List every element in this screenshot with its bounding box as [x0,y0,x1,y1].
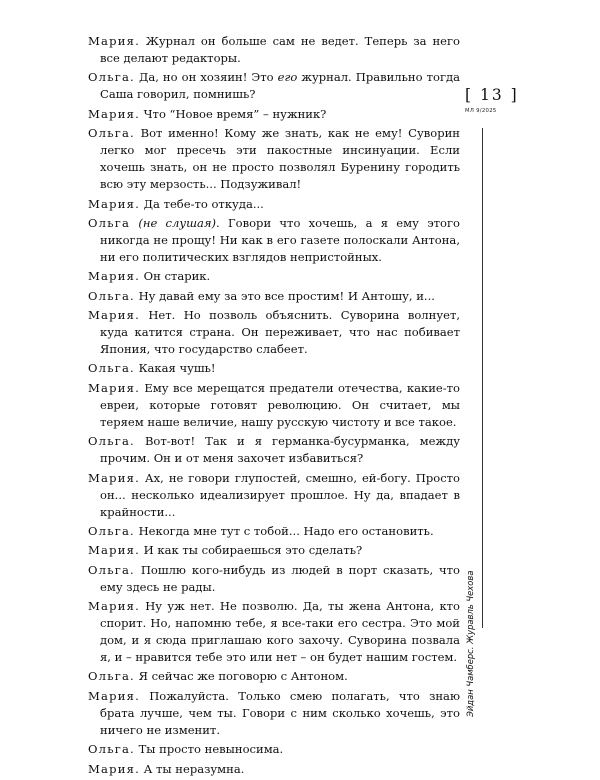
speaker-name: Мария. [88,106,140,121]
line-text: Ах, не говори глупостей, смешно, ей-богу. Просто он... несколько идеализирует прошлое. Ну да, впадает в крайности... [100,470,460,519]
running-head: Эйдан Чамберс. Журавль Чехова [465,570,475,717]
speaker-name: Ольга. [88,669,135,684]
dialogue-line [88,668,460,685]
line-text: Ну уж нет. Не позволю. Да, ты жена Антона, кто спорит. Но, напомню тебе, я все-таки его сестра. Это мой дом, и я сюда приглашаю кого захочу. Суворина позвала я, и – нравится тебе это или нет – он будет нашим гостем. [100,598,461,665]
line-text: Журнал он больше сам не ведет. Теперь за него все делают редакторы. [100,34,460,66]
stage-direction: (не слушая) [138,215,217,230]
dialogue-line [88,380,460,431]
dialogue-line [88,542,460,559]
dialogue-line [88,33,460,67]
speaker-name: Ольга. [88,742,135,757]
line-text: Пожалуйста. Только смею полагать, что знаю брата лучше, чем ты. Говори с ним сколько хочешь, это ничего не изменит. [100,688,460,737]
speaker-name: Ольга. [88,523,135,538]
line-text: . Говори что хочешь, а я ему этого никогда не прощу! Ни как в его газете полоскали Антона, ни его политических взглядов непристойных. [100,215,461,265]
dialogue-line [88,761,460,778]
dialogue-line [88,288,460,305]
dialogue-line [88,360,460,377]
speaker-name: Мария. [88,543,140,558]
line-text: Я сейчас же поговорю с Антоном. [138,669,348,684]
dialogue-line [88,215,460,266]
line-text: Нет. Но позволь объяснить. Суворина волнует, куда катится страна. Он переживает, что нас побивает Япония, что государство слабеет. [100,307,461,357]
dialogue-line [88,69,460,103]
speaker-name: Ольга. [88,126,135,141]
line-text: Пошлю кого-нибудь из людей в порт сказать, что ему здесь не рады. [100,562,460,594]
speaker-name: Мария. [88,598,140,613]
line-text: Он старик. [143,269,211,284]
speaker-name: Ольга. [88,434,135,449]
line-text: Вот именно! Кому же знать, как не ему! Суворин легко мог пресечь эти пакостные инсинуации. Если хочешь знать, он не просто позволял Буренину городить всю эту мерзость... Подзуживал! [100,126,460,192]
line-text: Какая чушь! [138,361,216,376]
dialogue-line [88,268,460,285]
line-text: Некогда мне тут с тобой... Надо его остановить. [138,523,434,538]
dialogue-line [88,688,460,739]
line-text: Что “Новое время” – нужник? [143,106,327,121]
emphasis-text: его [277,70,298,85]
speaker-name: Мария. [88,761,140,776]
speaker-name: Мария. [88,196,140,211]
dialogue-line [88,470,460,521]
speaker-name: Мария. [88,269,140,284]
line-text: Да тебе-то откуда... [143,196,264,211]
vertical-rule [482,128,483,628]
line-text: Да, но он хозяин! Это [138,70,278,85]
speaker-name: Ольга [88,215,131,230]
dialogue-line [88,307,460,358]
line-text: Ему все мерещатся предатели отечества, какие-то евреи, которые готовят революцию. Он считает, мы теряем наше величие, нашу русскую чистоту и все такое. [100,380,460,429]
speaker-name: Ольга. [88,70,135,85]
dialogue-line [88,523,460,540]
speaker-name: Ольга. [88,361,135,376]
page-number: [ 13 ] [465,86,519,104]
speaker-name: Ольга. [88,288,135,303]
line-text: А ты неразумна. [143,761,245,776]
line-text: Ну давай ему за это все простим! И Антошу, и... [138,288,435,303]
dialogue-line [88,196,460,213]
issue-label: МЛ 9/2025 [465,108,497,114]
speaker-name: Ольга. [88,562,135,577]
speaker-name: Мария. [88,380,140,395]
speaker-name: Мария. [88,688,140,703]
dialogue-line [88,106,460,123]
dialogue-line [88,433,460,467]
line-text: Вот-вот! Так и я германка-бусурманка, между прочим. Он и от меня захочет избавиться? [100,434,460,466]
line-text: журнал. Правильно тогда Саша говорил, помнишь? [100,70,460,102]
speaker-name: Мария. [88,307,140,322]
line-text: И как ты собираешься это сделать? [143,543,363,558]
dialogue-line [88,125,460,193]
dialogue-line [88,562,460,596]
speaker-name: Мария. [88,34,140,48]
speaker-name: Мария. [88,470,140,485]
dialogue-line [88,598,460,666]
dialogue-column [88,33,460,780]
line-text: Ты просто невыносима. [138,742,284,757]
